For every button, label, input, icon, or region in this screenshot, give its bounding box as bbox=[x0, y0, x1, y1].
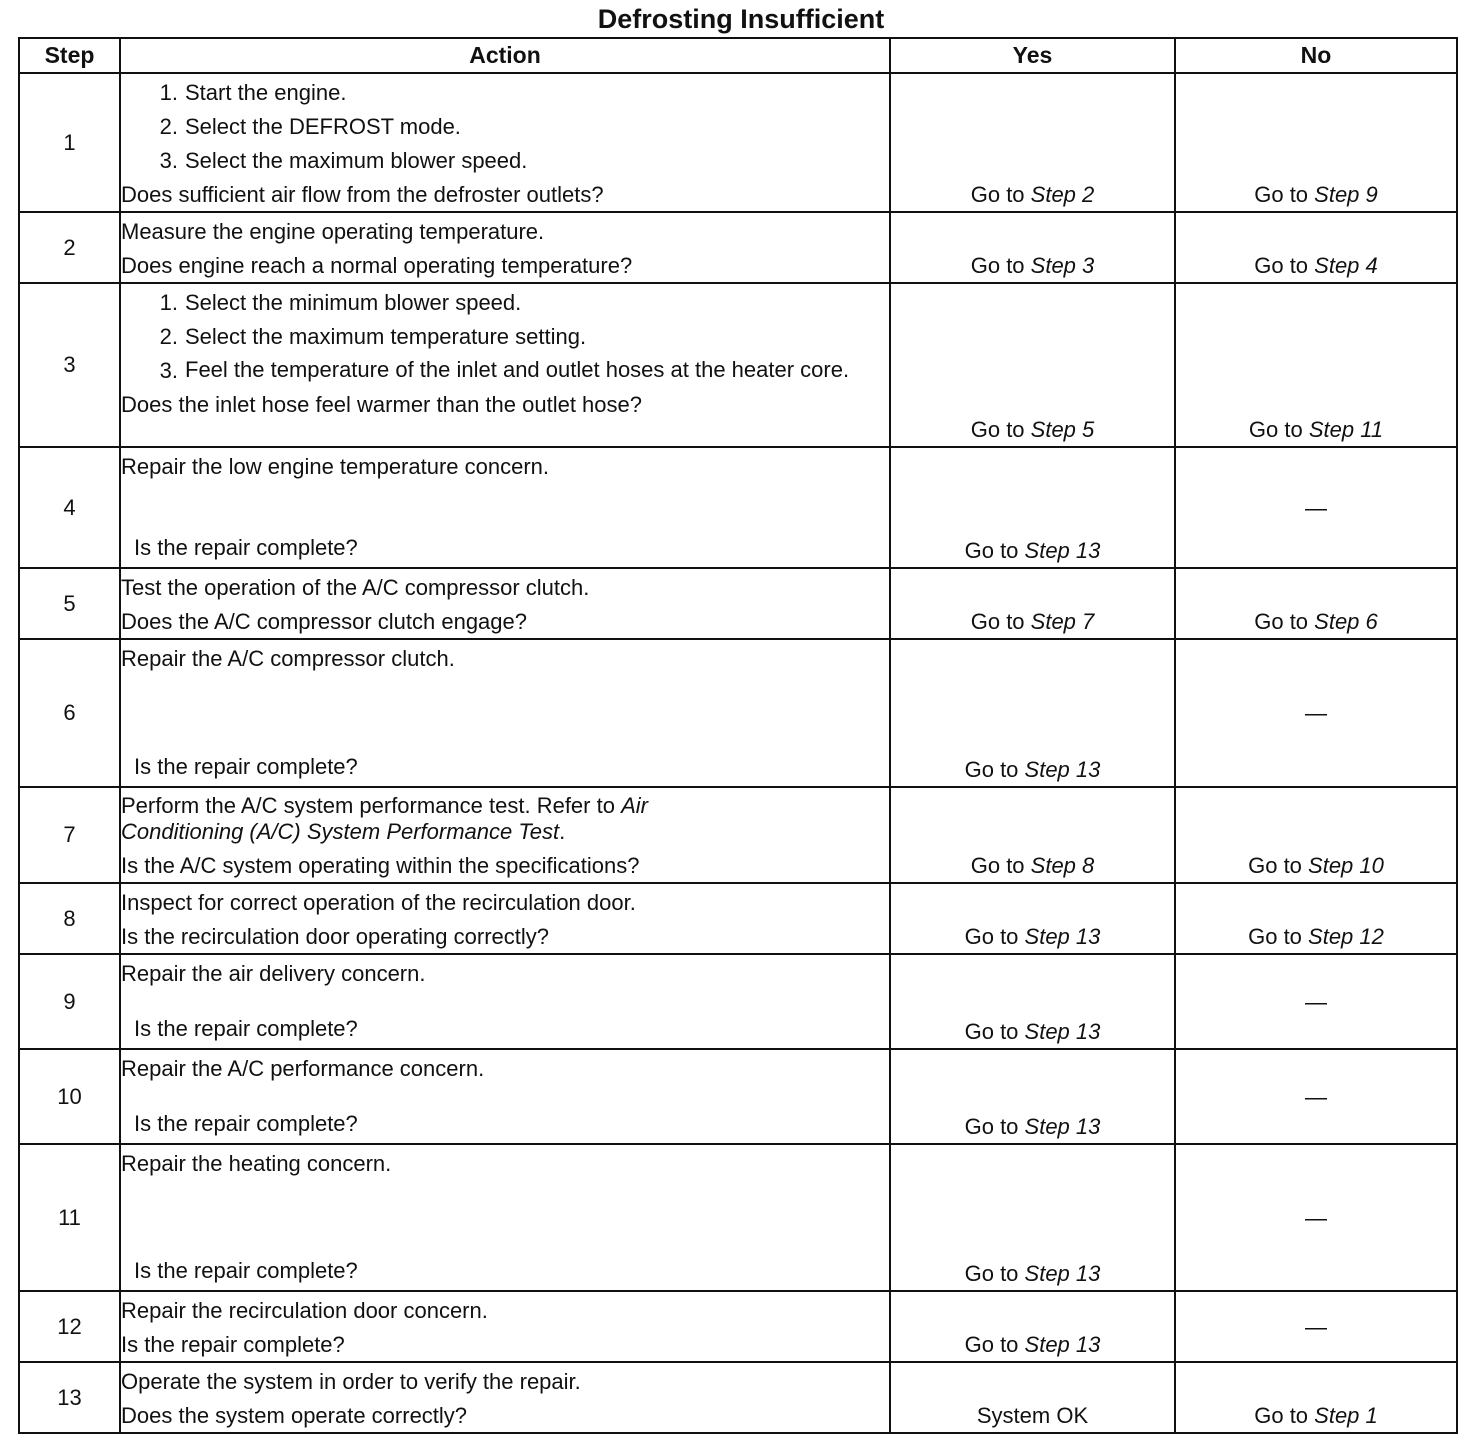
table-row bbox=[19, 787, 1457, 883]
no-result: Go to Step 10 bbox=[1248, 853, 1384, 878]
action-question: Is the A/C system operating within the specifications? bbox=[121, 853, 640, 878]
yes-cell bbox=[890, 1362, 1175, 1433]
step-number: 4 bbox=[19, 447, 120, 568]
header-row bbox=[19, 38, 1457, 73]
action-cell bbox=[120, 883, 890, 954]
no-result-dash: — bbox=[1305, 1205, 1327, 1230]
action-item: Feel the temperature of the inlet and outlet hoses at the heater core. bbox=[185, 357, 850, 382]
step-link[interactable]: Step 2 bbox=[1030, 182, 1095, 207]
yes-result: Go to Step 13 bbox=[964, 1332, 1101, 1357]
step-number: 1 bbox=[19, 73, 120, 212]
yes-result: Go to Step 13 bbox=[964, 1261, 1101, 1286]
yes-result: Go to Step 7 bbox=[970, 609, 1095, 634]
step-link[interactable]: Step 13 bbox=[1024, 1114, 1101, 1139]
no-result-dash: — bbox=[1305, 1084, 1327, 1109]
action-question: Is the repair complete? bbox=[134, 754, 358, 779]
no-cell bbox=[1175, 1049, 1457, 1144]
step-link[interactable]: Step 13 bbox=[1024, 538, 1101, 563]
action-cell bbox=[120, 212, 890, 283]
step-link[interactable]: Step 13 bbox=[1024, 1332, 1101, 1357]
step-link[interactable]: Step 13 bbox=[1024, 924, 1101, 949]
no-cell bbox=[1175, 1291, 1457, 1362]
yes-result: Go to Step 13 bbox=[964, 1114, 1101, 1139]
no-cell bbox=[1175, 283, 1457, 447]
step-link[interactable]: Step 8 bbox=[1030, 853, 1095, 878]
reference-link-continued[interactable]: Conditioning (A/C) System Performance Test bbox=[121, 819, 560, 844]
table-title: Defrosting Insufficient bbox=[597, 4, 885, 34]
no-cell bbox=[1175, 73, 1457, 212]
action-text: Perform the A/C system performance test. Refer to Air Conditioning (A/C) System Performance Test. bbox=[121, 793, 648, 844]
action-cell bbox=[120, 639, 890, 787]
header-no: No bbox=[1175, 38, 1457, 73]
table-row bbox=[19, 1362, 1457, 1433]
step-link[interactable]: Step 9 bbox=[1314, 182, 1378, 207]
step-number: 5 bbox=[19, 568, 120, 639]
step-link[interactable]: Step 13 bbox=[1024, 1261, 1101, 1286]
step-number: 13 bbox=[19, 1362, 120, 1433]
action-question: Is the recirculation door operating correctly? bbox=[121, 924, 549, 949]
yes-cell bbox=[890, 73, 1175, 212]
action-cell bbox=[120, 1362, 890, 1433]
step-number: 11 bbox=[19, 1144, 120, 1291]
table-row bbox=[19, 639, 1457, 787]
no-result-dash: — bbox=[1305, 989, 1327, 1014]
no-result: Go to Step 9 bbox=[1254, 182, 1378, 207]
no-result: Go to Step 11 bbox=[1248, 417, 1384, 442]
action-question: Does the A/C compressor clutch engage? bbox=[121, 609, 528, 634]
reference-link[interactable]: Air bbox=[621, 793, 648, 818]
yes-result: Go to Step 13 bbox=[964, 924, 1101, 949]
step-link[interactable]: Step 4 bbox=[1314, 253, 1378, 278]
action-text: Inspect for correct operation of the recirculation door. bbox=[121, 890, 636, 915]
no-cell bbox=[1175, 883, 1457, 954]
header-step: Step bbox=[19, 38, 120, 73]
action-text: Repair the air delivery concern. bbox=[121, 961, 426, 986]
step-link[interactable]: Step 13 bbox=[1024, 757, 1101, 782]
action-item: Select the minimum blower speed. bbox=[185, 290, 522, 315]
yes-cell bbox=[890, 1144, 1175, 1291]
action-question: Does engine reach a normal operating temperature? bbox=[121, 253, 633, 278]
step-link[interactable]: Step 7 bbox=[1030, 609, 1095, 634]
diagnostic-table bbox=[18, 37, 1458, 1434]
header-yes: Yes bbox=[890, 38, 1175, 73]
yes-result: Go to Step 3 bbox=[970, 253, 1095, 278]
action-question: Is the repair complete? bbox=[134, 1111, 358, 1136]
step-number: 9 bbox=[19, 954, 120, 1049]
no-cell bbox=[1175, 1144, 1457, 1291]
action-cell: 1. Select the minimum blower speed. 2. Select the maximum temperature setting. 3. Feel the temperature of the inlet and outlet hoses at the heater core. Does the inlet hose feel warmer than the outlet hose? bbox=[120, 283, 890, 447]
action-text: Measure the engine operating temperature. bbox=[121, 219, 545, 244]
no-result: Go to Step 4 bbox=[1254, 253, 1378, 278]
action-question: Is the repair complete? bbox=[121, 1332, 345, 1357]
step-link[interactable]: Step 13 bbox=[1024, 1019, 1101, 1044]
yes-cell bbox=[890, 883, 1175, 954]
action-text: Repair the A/C performance concern. bbox=[121, 1056, 485, 1081]
action-item: Select the maximum temperature setting. bbox=[185, 324, 587, 349]
yes-result: Go to Step 8 bbox=[970, 853, 1095, 878]
table-row bbox=[19, 447, 1457, 568]
action-question: Does sufficient air flow from the defroster outlets? bbox=[121, 182, 604, 207]
action-text: Operate the system in order to verify the repair. bbox=[121, 1369, 581, 1394]
step-number: 7 bbox=[19, 787, 120, 883]
step-number: 2 bbox=[19, 212, 120, 283]
yes-result: Go to Step 5 bbox=[970, 417, 1095, 442]
no-result: Go to Step 12 bbox=[1248, 924, 1384, 949]
no-result-dash: — bbox=[1305, 1314, 1327, 1339]
yes-cell bbox=[890, 212, 1175, 283]
yes-result: System OK bbox=[976, 1403, 1089, 1428]
yes-cell bbox=[890, 447, 1175, 568]
step-link[interactable]: Step 10 bbox=[1308, 853, 1384, 878]
action-item: Select the DEFROST mode. bbox=[185, 114, 461, 139]
no-cell bbox=[1175, 639, 1457, 787]
step-link[interactable]: Step 5 bbox=[1030, 417, 1095, 442]
yes-result: Go to Step 13 bbox=[964, 538, 1101, 563]
step-link[interactable]: Step 6 bbox=[1314, 609, 1378, 634]
no-cell bbox=[1175, 954, 1457, 1049]
action-question: Is the repair complete? bbox=[134, 535, 358, 560]
no-cell bbox=[1175, 212, 1457, 283]
action-cell bbox=[120, 787, 890, 883]
no-result-dash: — bbox=[1305, 495, 1327, 520]
step-link[interactable]: Step 12 bbox=[1308, 924, 1384, 949]
action-cell bbox=[120, 447, 890, 568]
action-cell bbox=[120, 568, 890, 639]
table-row bbox=[19, 1144, 1457, 1291]
yes-cell bbox=[890, 1291, 1175, 1362]
no-cell bbox=[1175, 568, 1457, 639]
no-cell bbox=[1175, 1362, 1457, 1433]
action-text: Repair the heating concern. bbox=[121, 1151, 392, 1176]
no-result: Go to Step 1 bbox=[1254, 1403, 1378, 1428]
table-row bbox=[19, 73, 1457, 212]
step-link[interactable]: Step 11 bbox=[1308, 417, 1384, 442]
step-link[interactable]: Step 1 bbox=[1314, 1403, 1378, 1428]
yes-cell bbox=[890, 639, 1175, 787]
yes-result: Go to Step 2 bbox=[970, 182, 1095, 207]
yes-cell bbox=[890, 283, 1175, 447]
table-row bbox=[19, 212, 1457, 283]
action-question: Does the system operate correctly? bbox=[121, 1403, 468, 1428]
table-row bbox=[19, 1291, 1457, 1362]
no-cell bbox=[1175, 787, 1457, 883]
action-item: Start the engine. bbox=[185, 80, 347, 105]
yes-cell bbox=[890, 787, 1175, 883]
action-cell bbox=[120, 954, 890, 1049]
action-question: Does the inlet hose feel warmer than the outlet hose? bbox=[121, 392, 642, 417]
action-cell bbox=[120, 1049, 890, 1144]
step-number: 3 bbox=[19, 283, 120, 447]
yes-cell bbox=[890, 568, 1175, 639]
action-item: Select the maximum blower speed. bbox=[185, 148, 528, 173]
action-question: Is the repair complete? bbox=[134, 1258, 358, 1283]
yes-result: Go to Step 13 bbox=[964, 1019, 1101, 1044]
yes-result: Go to Step 13 bbox=[964, 757, 1101, 782]
action-text: Repair the low engine temperature concern. bbox=[121, 454, 550, 479]
step-number: 12 bbox=[19, 1291, 120, 1362]
action-text: Repair the recirculation door concern. bbox=[121, 1298, 488, 1323]
action-cell bbox=[120, 1291, 890, 1362]
action-cell: 1. Start the engine. 2. Select the DEFROST mode. 3. Select the maximum blower speed. Does sufficient air flow from the defroster outlets? bbox=[120, 73, 890, 212]
step-link[interactable]: Step 3 bbox=[1030, 253, 1095, 278]
action-question: Is the repair complete? bbox=[134, 1016, 358, 1041]
action-cell bbox=[120, 1144, 890, 1291]
table-row bbox=[19, 954, 1457, 1049]
yes-cell bbox=[890, 1049, 1175, 1144]
table-row bbox=[19, 283, 1457, 447]
step-number: 6 bbox=[19, 639, 120, 787]
step-number: 10 bbox=[19, 1049, 120, 1144]
table-row bbox=[19, 1049, 1457, 1144]
no-result: Go to Step 6 bbox=[1254, 609, 1378, 634]
no-result-dash: — bbox=[1305, 700, 1327, 726]
no-cell bbox=[1175, 447, 1457, 568]
table-row bbox=[19, 568, 1457, 639]
table-row bbox=[19, 883, 1457, 954]
action-text: Test the operation of the A/C compressor clutch. bbox=[121, 575, 590, 600]
step-number: 8 bbox=[19, 883, 120, 954]
action-text: Repair the A/C compressor clutch. bbox=[121, 646, 455, 671]
yes-cell bbox=[890, 954, 1175, 1049]
header-action: Action bbox=[120, 38, 890, 73]
